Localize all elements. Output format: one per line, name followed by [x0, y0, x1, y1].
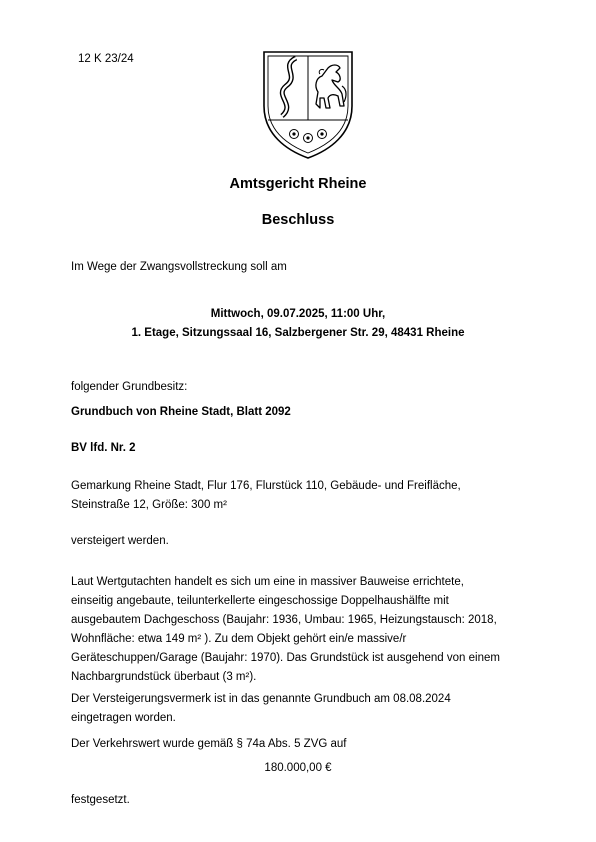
- registration-paragraph: [71, 690, 521, 728]
- appraisal-line: Wohnfläche: etwa 149 m² ). Zu dem Objekt gehört ein/e massive/r: [71, 633, 407, 645]
- auction-phrase: versteigert werden.: [71, 535, 169, 547]
- appraisal-line: ausgebautem Dachgeschoss (Baujahr: 1936, Umbau: 1965, Heizungstausch: 2018,: [71, 614, 497, 626]
- document-type: Beschluss: [261, 212, 335, 228]
- property-intro: folgender Grundbesitz:: [71, 381, 188, 393]
- registration-line-1: Der Versteigerungsvermerk ist in das genannte Grundbuch am 08.08.2024: [71, 693, 451, 705]
- registration-line-2: eingetragen worden.: [71, 712, 176, 724]
- appraisal-paragraph: [71, 573, 521, 687]
- market-value-closing: festgesetzt.: [71, 794, 130, 806]
- court-name: Amtsgericht Rheine: [229, 176, 367, 192]
- intro-text: Im Wege der Zwangsvollstreckung soll am: [71, 261, 287, 273]
- parcel-line-1: Gemarkung Rheine Stadt, Flur 176, Flurstück 110, Gebäude- und Freifläche,: [71, 480, 461, 492]
- bv-number: BV lfd. Nr. 2: [71, 442, 136, 454]
- market-value-amount: 180.000,00 €: [264, 762, 332, 774]
- appraisal-line: Geräteschuppen/Garage (Baujahr: 1970). Das Grundstück ist ausgehend von einem: [71, 652, 500, 664]
- appraisal-line: Laut Wertgutachten handelt es sich um eine in massiver Bauweise errichtete,: [71, 576, 464, 588]
- market-value-intro: Der Verkehrswert wurde gemäß § 74a Abs. 5 ZVG auf: [71, 738, 347, 750]
- appraisal-line: Nachbargrundstück überbaut (3 m²).: [71, 671, 257, 683]
- file-number: 12 K 23/24: [78, 53, 134, 65]
- parcel-line-2: Steinstraße 12, Größe: 300 m²: [71, 499, 227, 511]
- nrw-coat-of-arms-icon: [258, 46, 358, 162]
- appointment-date-time: Mittwoch, 09.07.2025, 11:00 Uhr,: [210, 308, 386, 320]
- land-register: Grundbuch von Rheine Stadt, Blatt 2092: [71, 406, 291, 418]
- appointment-location: 1. Etage, Sitzungssaal 16, Salzbergener Str. 29, 48431 Rheine: [131, 327, 465, 339]
- appraisal-line: einseitig angebaute, teilunterkellerte eingeschossige Doppelhaushälfte mit: [71, 595, 449, 607]
